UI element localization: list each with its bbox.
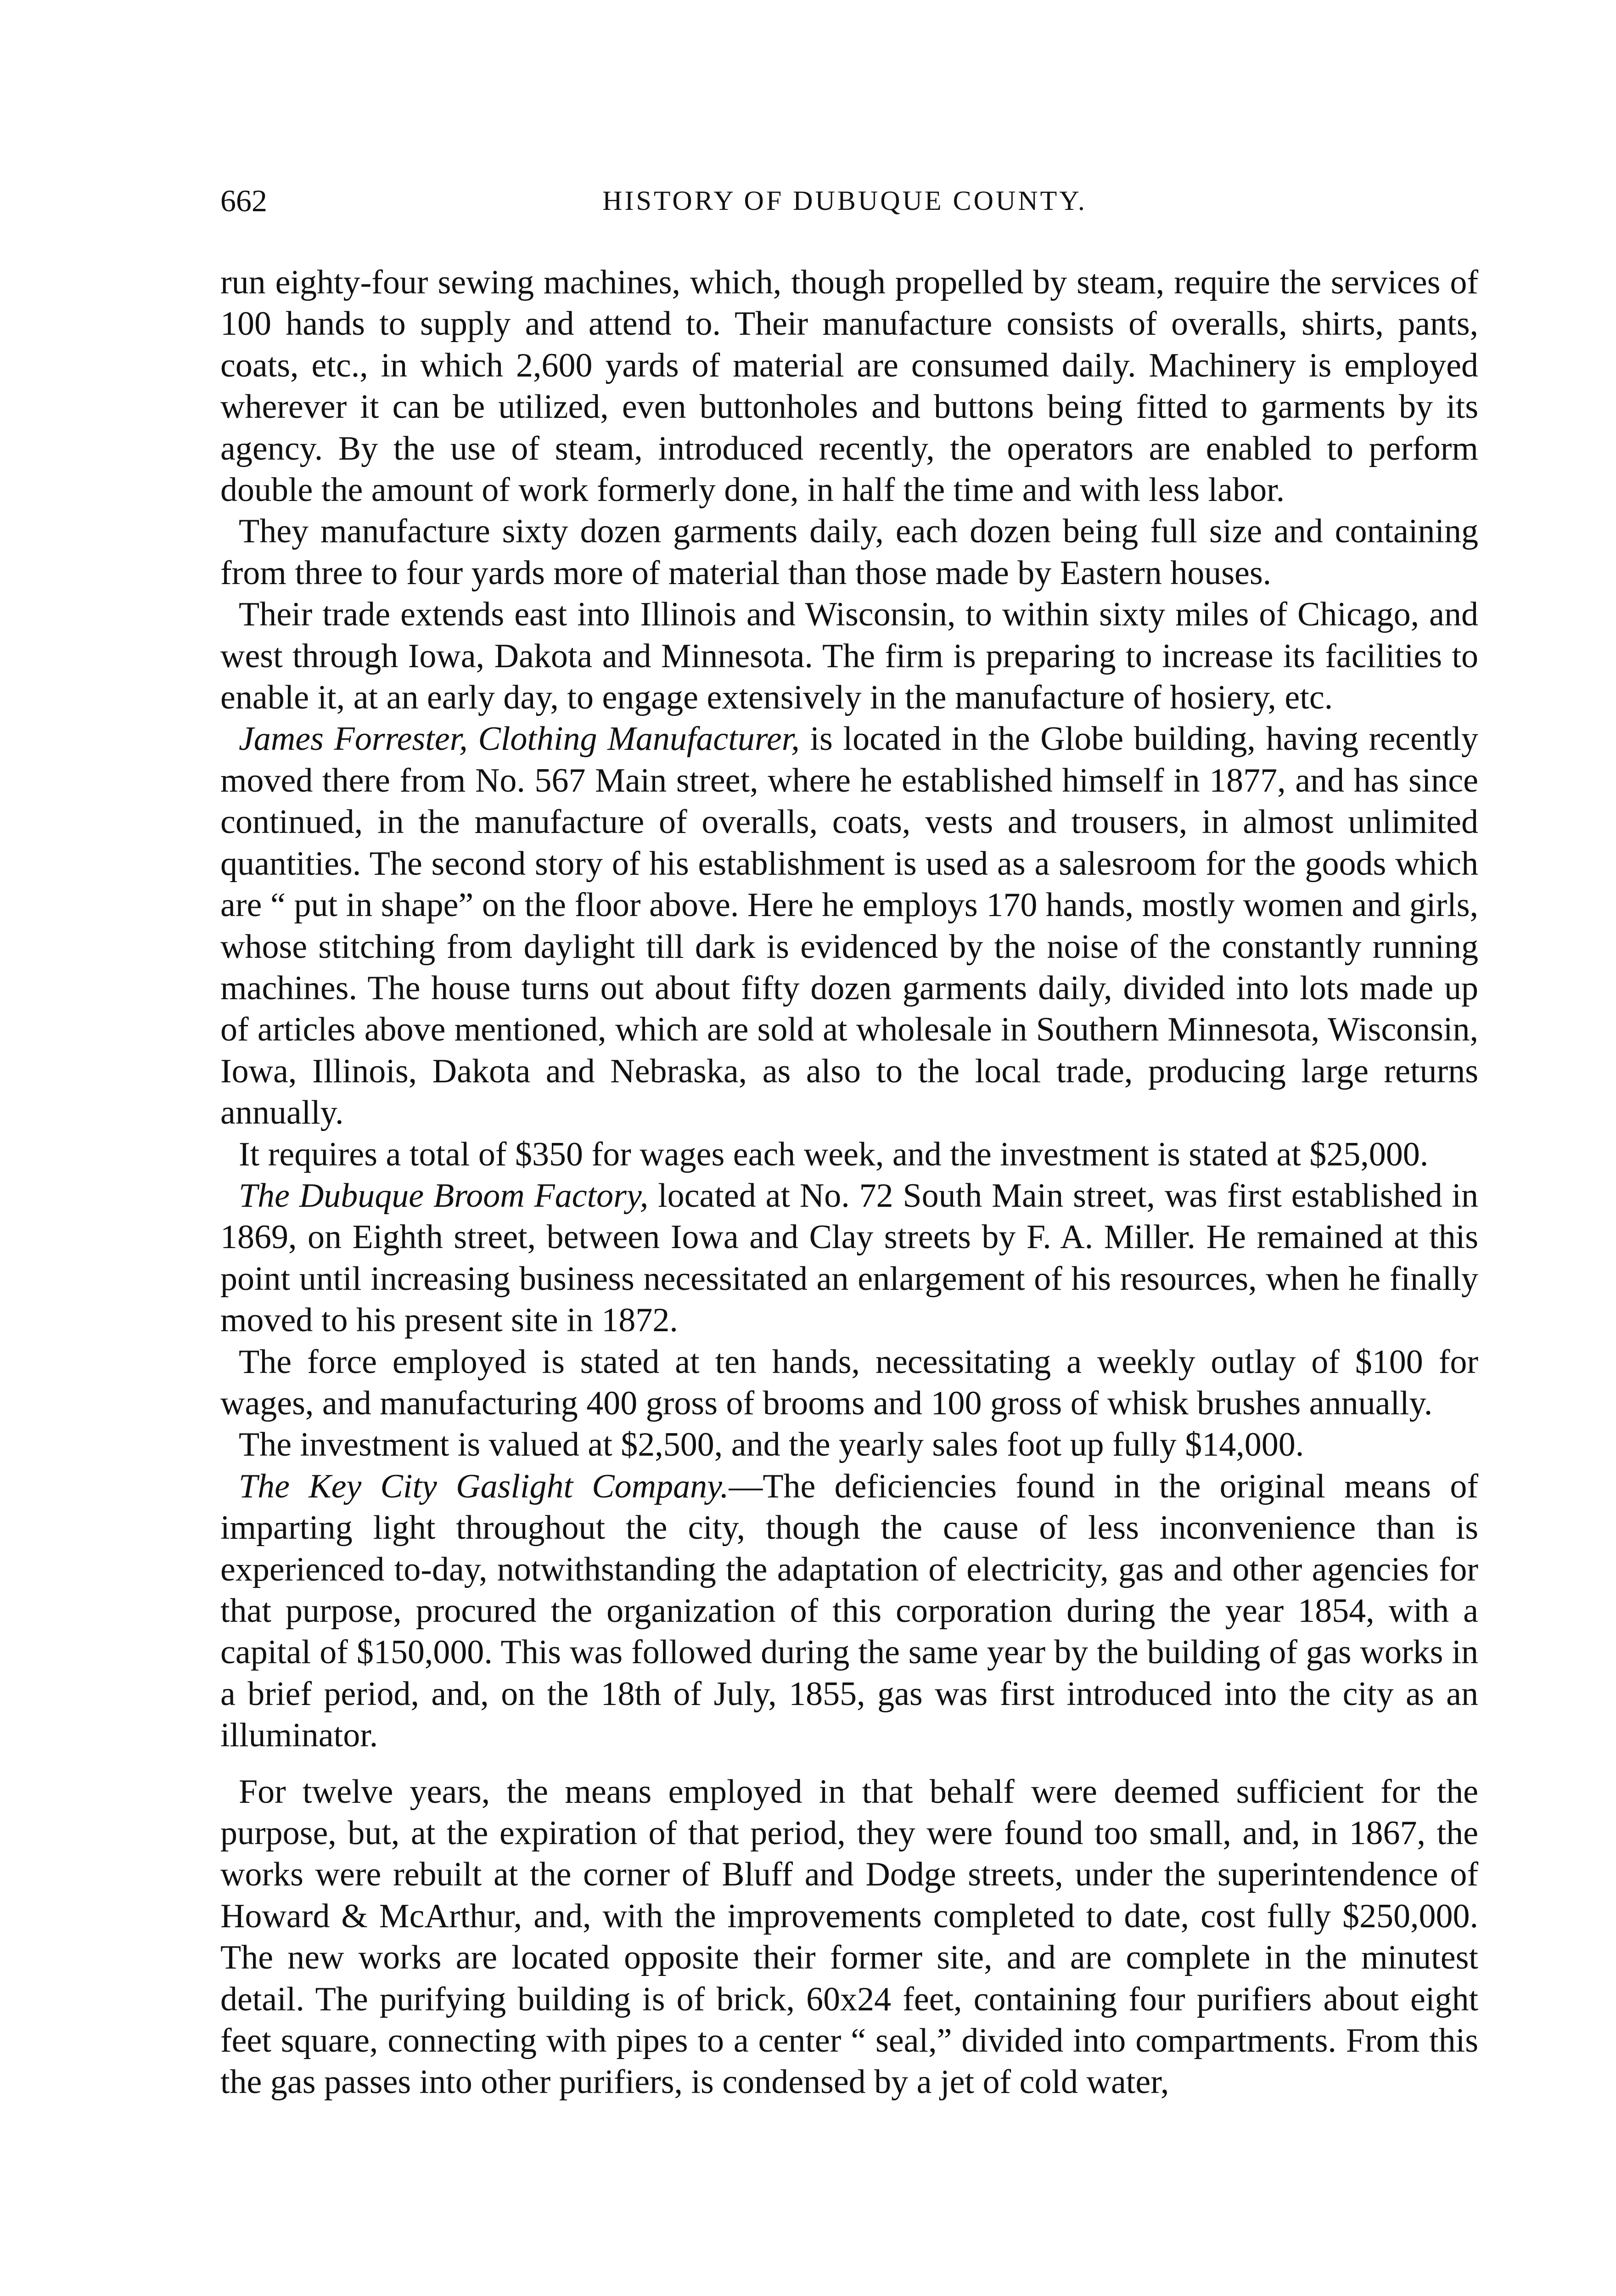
page-header xyxy=(220,180,1469,221)
body-text xyxy=(220,262,1478,2103)
paragraph xyxy=(220,1466,1478,1756)
page-number: 662 xyxy=(220,183,267,218)
paragraph-text: The force employed is stated at ten hands, necessitating a weekly outlay of $100 for wages, and manufacturing 400 gross of brooms and 100 gross of whisk brushes annually. xyxy=(220,1343,1478,1422)
paragraph-text: It requires a total of $350 for wages each week, and the investment is stated at $25,000. xyxy=(239,1135,1429,1173)
paragraph xyxy=(220,594,1478,718)
entry-heading: James Forrester, Clothing Manufacturer, xyxy=(239,720,800,758)
paragraph xyxy=(220,1341,1478,1424)
paragraph xyxy=(220,262,1478,511)
paragraph xyxy=(220,1771,1478,2103)
paragraph-text: —The deficiencies found in the original means of imparting light throughout the city, though the cause of less inconvenience than is experienced to-day, notwithstanding the adaptation of electricity, gas and other agencies for that purpose, procured the organization of this corporation during the year 1854, with a capital of $150,000. This was followed during the same year by the building of gas works in a brief period, and, on the 18th of July, 1855, gas was first introduced into the city as an illuminator. xyxy=(220,1467,1478,1755)
paragraph-text: For twelve years, the means employed in that behalf were deemed sufficient for the purpose, but, at the expiration of that period, they were found too small, and, in 1867, the works were rebuilt at the corner of Bluff and Dodge streets, under the superintendence of Howard & McArthur, and, with the improvements completed to date, cost fully $250,000. The new works are located opposite their former site, and are complete in the minutest detail. The purifying building is of brick, 60x24 feet, containing four purifiers about eight feet square, connecting with pipes to a center “ seal,” divided into compartments. From this the gas passes into other purifiers, is condensed by a jet of cold water, xyxy=(220,1773,1478,2101)
paragraph-text: Their trade extends east into Illinois and Wisconsin, to within sixty miles of Chicago, and west through Iowa, Dakota and Minnesota. The firm is preparing to increase its facilities to enable it, at an early day, to engage extensively in the manufacture of hosiery, etc. xyxy=(220,596,1478,717)
paragraph xyxy=(220,511,1478,594)
paragraph-text: run eighty-four sewing machines, which, though propelled by steam, require the services of 100 hands to supply and attend to. Their manufacture consists of overalls, shirts, pants, coats, etc., in which 2,600 yards of material are consumed daily. Machinery is employed wherever it can be utilized, even buttonholes and buttons being fitted to garments by its agency. By the use of steam, introduced recently, the operators are enabled to perform double the amount of work formerly done, in half the time and with less labor. xyxy=(220,264,1478,509)
entry-heading: The Key City Gaslight Company. xyxy=(239,1467,729,1505)
paragraph-text: The investment is valued at $2,500, and the yearly sales foot up fully $14,000. xyxy=(239,1426,1304,1464)
paragraph-text: They manufacture sixty dozen garments daily, each dozen being full size and containing from three to four yards more of material than those made by Eastern houses. xyxy=(220,512,1478,592)
paragraph xyxy=(220,718,1478,1133)
paragraph-text: is located in the Globe building, having recently moved there from No. 567 Main street, where he established himself in 1877, and has since continued, in the manufacture of overalls, coats, vests and trousers, in almost unlimited quantities. The second story of his establishment is used as a salesroom for the goods which are “ put in shape” on the floor above. Here he employs 170 hands, mostly women and girls, whose stitching from daylight till dark is evidenced by the noise of the constantly running machines. The house turns out about fifty dozen garments daily, divided into lots made up of articles above mentioned, which are sold at wholesale in Southern Minnesota, Wisconsin, Iowa, Illinois, Dakota and Nebraska, as also to the local trade, producing large returns annually. xyxy=(220,720,1478,1132)
paragraph-text: located at No. 72 South Main street, was first established in 1869, on Eighth street, between Iowa and Clay streets by F. A. Miller. He remained at this point until increasing business necessitated an enlargement of his resources, when he finally moved to his present site in 1872. xyxy=(220,1176,1478,1339)
paragraph xyxy=(220,1424,1478,1465)
entry-heading: The Dubuque Broom Factory, xyxy=(239,1176,649,1215)
paragraph xyxy=(220,1134,1478,1175)
running-title: HISTORY OF DUBUQUE COUNTY. xyxy=(602,186,1087,216)
paragraph xyxy=(220,1175,1478,1341)
